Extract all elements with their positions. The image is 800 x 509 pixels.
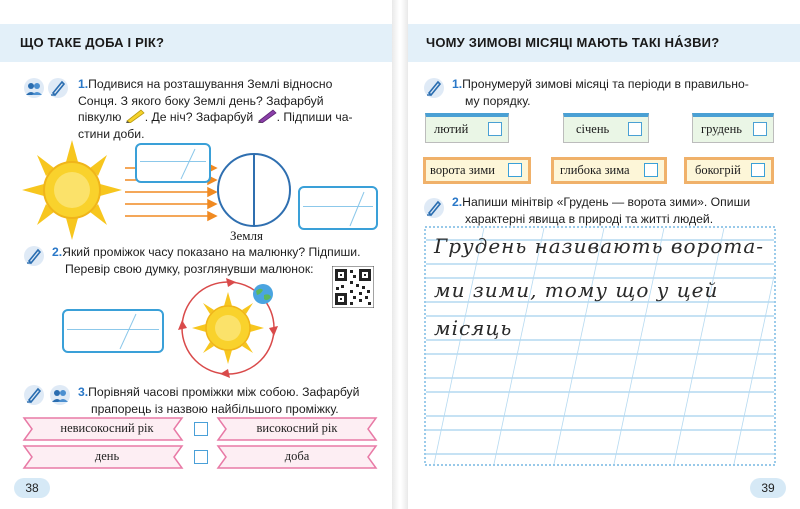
pencil-task-icon [24,246,44,266]
left-task3-number: 3. [78,385,89,399]
sun-icon [22,140,122,240]
day-label-box[interactable] [135,143,211,183]
period-label: бокогрій [695,163,741,177]
right-task2-line1: Напиши мінітвір «Грудень — ворота зими». Опиши [462,195,751,209]
right-task1-number: 1. [452,77,463,91]
purple-pencil-icon [257,109,277,123]
pencil-task-icon [24,385,44,405]
left-task3-text [78,384,378,417]
yellow-pencil-icon [125,109,145,123]
period-card-gate [423,157,531,184]
book-spine [392,0,408,509]
period-card-side [684,157,774,184]
period-number-box[interactable] [644,163,658,177]
period-label: глибока зима [560,163,630,177]
qr-code-icon[interactable] [332,266,374,308]
left-task1-line2: Сонця. З якого боку Землі день? Зафарбуй [78,93,324,108]
left-task1-number: 1. [78,77,89,91]
left-task2-line2: Перевір свою думку, розглянувши малюнок: [65,261,314,276]
left-task2-number: 2. [52,245,63,259]
month-card-jan [563,113,649,143]
left-task2-line1: Який проміжок часу показано на малюнку? Підпиши. [62,245,361,259]
left-task1-line3a: півкулю [78,110,122,124]
night-label-box[interactable] [298,186,378,230]
month-label: січень [576,122,610,136]
ribbon-leap-year: високосний рік [256,421,338,435]
month-number-box[interactable] [628,122,642,136]
month-number-box[interactable] [753,122,767,136]
earth-label: Земля [230,228,263,243]
pencil-task-icon [424,198,444,218]
month-label: лютий [434,122,469,136]
right-page-number: 39 [750,478,786,498]
ribbon-leap-no: невисокосний рік [60,421,154,435]
period-label: ворота зими [430,163,495,177]
left-task1-text [78,76,378,142]
right-task1-line1: Пронумеруй зимові місяці та періоди в правильно- [462,77,749,91]
right-header-bar [408,24,800,62]
period-card-deep [551,157,667,184]
right-task1-line2: му порядку. [465,93,531,108]
month-card-feb [425,113,509,143]
right-task1-text [452,76,782,109]
period-number-box[interactable] [751,163,765,177]
handwriting-line-3: місяць [434,316,513,340]
pencil-task-icon [424,78,444,98]
handwriting-line-1: Грудень називають ворота- [434,234,765,258]
left-task3-line2: прапорець із назвою найбільшого проміжку. [91,401,339,416]
ribbon-day: день [94,449,120,463]
handwriting-line-2: ми зими, тому що у цей [434,278,719,302]
left-task3-line1: Порівняй часові проміжки між собою. Зафарбуй [88,385,360,399]
time-period-answer-box[interactable] [62,309,164,353]
ribbon-full-day: доба [284,449,310,463]
left-page-number: 38 [14,478,50,498]
earth-circle [218,154,290,226]
group-work-icon [24,78,44,98]
left-task1-line4: стини доби. [78,126,145,141]
right-page-title: ЧОМУ ЗИМОВІ МІСЯЦІ МАЮТЬ ТАКІ НА́ЗВИ? [426,35,720,50]
left-task1-line3b: . Де ніч? Зафарбуй [144,110,254,124]
month-card-dec [692,113,774,143]
ribbon-checkbox-1[interactable] [194,422,208,436]
right-task2-text [452,194,782,227]
right-task2-line2: характерні явища в природі та житті людей. [465,211,714,226]
earth-globe-icon [252,283,274,305]
left-header-bar [0,24,392,62]
ribbon-checkbox-2[interactable] [194,450,208,464]
left-page-title: ЩО ТАКЕ ДОБА І РІК? [20,35,165,50]
right-task2-number: 2. [452,195,463,209]
left-task1-line3c: . Підпиши ча- [276,110,353,124]
group-work-icon [50,385,70,405]
period-number-box[interactable] [508,163,522,177]
month-label: грудень [701,122,742,136]
month-number-box[interactable] [488,122,502,136]
left-task1-line1: Подивися на розташування Землі відносно [88,77,333,91]
handwriting-ruled-area[interactable] [424,226,776,466]
pencil-task-icon [48,78,68,98]
